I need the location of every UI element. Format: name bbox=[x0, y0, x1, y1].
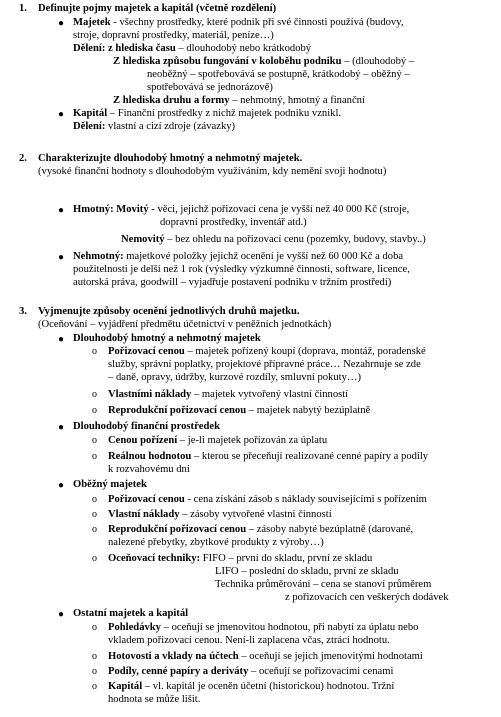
bullet-icon: ● bbox=[58, 609, 65, 620]
bullet-icon: ● bbox=[58, 205, 65, 216]
circle-bullet-icon: o bbox=[92, 524, 97, 535]
pc-line-1: Pořizovací cenou – majetek pořízený koupí (doprava, montáž, poradenské bbox=[108, 346, 426, 357]
om-heading: Oběžný majetek bbox=[73, 479, 147, 490]
circle-bullet-icon: o bbox=[92, 451, 97, 462]
poh-line-1: Pohledávky – oceňují se jmenovitou hodnotou, při nabytí za úplatu nebo bbox=[108, 622, 419, 633]
bullet-icon: ● bbox=[58, 480, 65, 491]
lifo-line: LIFO – poslední do skladu, první ze skladu bbox=[215, 566, 399, 577]
rh-line-1: Reálnou hodnotou – kterou se přeceňují realizované cenné papíry a podíly bbox=[108, 451, 429, 462]
section-3-subtitle: (Oceňování – vyjádření předmětu účetnictví v peněžních jednotkách) bbox=[38, 319, 332, 330]
nemovity-line: Nemovitý – bez ohledu na pořizovací cenu (pozemky, budovy, stavby..) bbox=[121, 234, 426, 245]
section-1-number: 1. bbox=[19, 3, 27, 14]
circle-bullet-icon: o bbox=[92, 651, 97, 662]
section-2-number: 2. bbox=[19, 153, 27, 164]
bullet-icon: ● bbox=[58, 334, 65, 345]
circle-bullet-icon: o bbox=[92, 389, 97, 400]
circle-bullet-icon: o bbox=[92, 509, 97, 520]
poh-line-2: vkladem pořizovací cenou. Není-li zaplacena včas, ztrácí hodnotu. bbox=[108, 635, 390, 646]
rpc2-line-2: nalezené přebytky, zbytkové produkty z výroby…) bbox=[108, 537, 324, 548]
kap-line-2: hodnota se může lišit. bbox=[108, 694, 201, 705]
circle-bullet-icon: o bbox=[92, 553, 97, 564]
section-1-title: Definujte pojmy majetek a kapitál (včetně rozdělení) bbox=[38, 3, 277, 14]
pc-line-2: služby, správní poplatky, projektové přípravné práce… Nezahrnuje se zde bbox=[108, 359, 421, 370]
deleni-line: Dělení: z hlediska času – dlouhodobý nebo krátkodobý bbox=[73, 43, 312, 54]
ot-line: Oceňovací techniky: FIFO – první do skladu, první ze skladu bbox=[108, 553, 373, 564]
circle-bullet-icon: o bbox=[92, 681, 97, 692]
bullet-icon: ● bbox=[58, 18, 65, 29]
section-2-title: Charakterizujte dlouhodobý hmotný a nehmotný majetek. bbox=[38, 153, 303, 164]
bullet-icon: ● bbox=[58, 422, 65, 433]
circle-bullet-icon: o bbox=[92, 622, 97, 633]
kap-line-1: Kapitál – vl. kapitál je oceněn účetní (historickou) hodnotou. Tržní bbox=[108, 681, 395, 692]
nehmotny-line-1: Nehmotný: majetkové položky jejichž ocenění je vyšší než 60 000 Kč a doba bbox=[73, 251, 404, 262]
hmotny-line-2: dopravní prostředky, inventář atd.) bbox=[160, 217, 307, 228]
majetek-line-1: Majetek - všechny prostředky, které podnik při své činnosti používá (budovy, bbox=[73, 17, 404, 28]
fungovani-line-3: spotřebovává se jednorázově) bbox=[147, 82, 273, 93]
section-2-subtitle: (vysoké finanční hodnoty s dlouhodobým využíváním, kdy nemění svoji hodnotu) bbox=[38, 166, 387, 177]
circle-bullet-icon: o bbox=[92, 666, 97, 677]
majetek-line-2: stroje, dopravní prostředky, materiál, peníze…) bbox=[73, 30, 274, 41]
deleni2-line: Dělení: vlastní a cizí zdroje (závazky) bbox=[73, 121, 236, 132]
bullet-icon: ● bbox=[58, 109, 65, 120]
rpc2-line-1: Reprodukční pořizovací cenou – zásoby nabyté bezúplatně (darované, bbox=[108, 524, 414, 535]
circle-bullet-icon: o bbox=[92, 346, 97, 357]
nehmotny-line-2: použitelnosti je delší než 1 rok (výsledky výzkumné činnosti, software, licence, bbox=[73, 264, 410, 275]
kapital-line: Kapitál – Finanční prostředky z nichž majetek podniku vznikl. bbox=[73, 108, 342, 119]
circle-bullet-icon: o bbox=[92, 405, 97, 416]
circle-bullet-icon: o bbox=[92, 435, 97, 446]
circle-bullet-icon: o bbox=[92, 494, 97, 505]
vn-line: Vlastními náklady – majetek vytvořený vlastní činností bbox=[108, 389, 349, 400]
fungovani-line-2: neoběžný – spotřebovává se postupně, krátkodobý – oběžný – bbox=[147, 69, 410, 80]
section-3-number: 3. bbox=[19, 306, 27, 317]
omk-heading: Ostatní majetek a kapitál bbox=[73, 608, 189, 619]
rh-line-2: k rozvahovému dni bbox=[108, 464, 190, 475]
druh-line: Z hlediska druhu a formy – nehmotný, hmotný a finanční bbox=[113, 95, 365, 106]
bullet-icon: ● bbox=[58, 252, 65, 263]
tp-line-2: z pořizovacích cen veškerých dodávek bbox=[285, 592, 449, 603]
cp-line: Cenou pořízení – je-li majetek pořízován za úplatu bbox=[108, 435, 328, 446]
section-3-title: Vyjmenujte způsoby ocenění jednotlivých druhů majetku. bbox=[38, 306, 300, 317]
fungovani-line-1: Z hlediska způsobu fungování v koloběhu podniku – (dlouhodobý – bbox=[113, 56, 415, 67]
tp-line-1: Technika průměrování – cena se stanoví průměrem bbox=[215, 579, 432, 590]
pc2-line: Pořizovací cenou - cena získání zásob s náklady souvisejícími s pořízením bbox=[108, 494, 427, 505]
vn2-line: Vlastní náklady – zásoby vytvořené vlastní činností bbox=[108, 509, 332, 520]
nehmotny-line-3: autorská práva, goodwill – vyjadřuje postavení podniku v tržním prostředí) bbox=[73, 277, 392, 288]
hmotny-line-1: Hmotný: Movitý - věci, jejichž pořizovací cena je vyšší než 40 000 Kč (stroje, bbox=[73, 204, 410, 215]
pcp-line: Podíly, cenné papíry a deriváty – oceňují se pořizovacími cenami bbox=[108, 666, 394, 677]
rpc-line: Reprodukční pořizovací cenou – majetek nabytý bezúplatně bbox=[108, 405, 371, 416]
pc-line-3: – daně, opravy, údržby, kurzové rozdíly, smluvní pokuty…) bbox=[108, 372, 362, 383]
dfp-heading: Dlouhodobý finanční prostředek bbox=[73, 421, 220, 432]
hv-line: Hotovosti a vklady na účtech – oceňují se jejich jmenovitými hodnotami bbox=[108, 651, 423, 662]
dhnm-heading: Dlouhodobý hmotný a nehmotný majetek bbox=[73, 333, 261, 344]
